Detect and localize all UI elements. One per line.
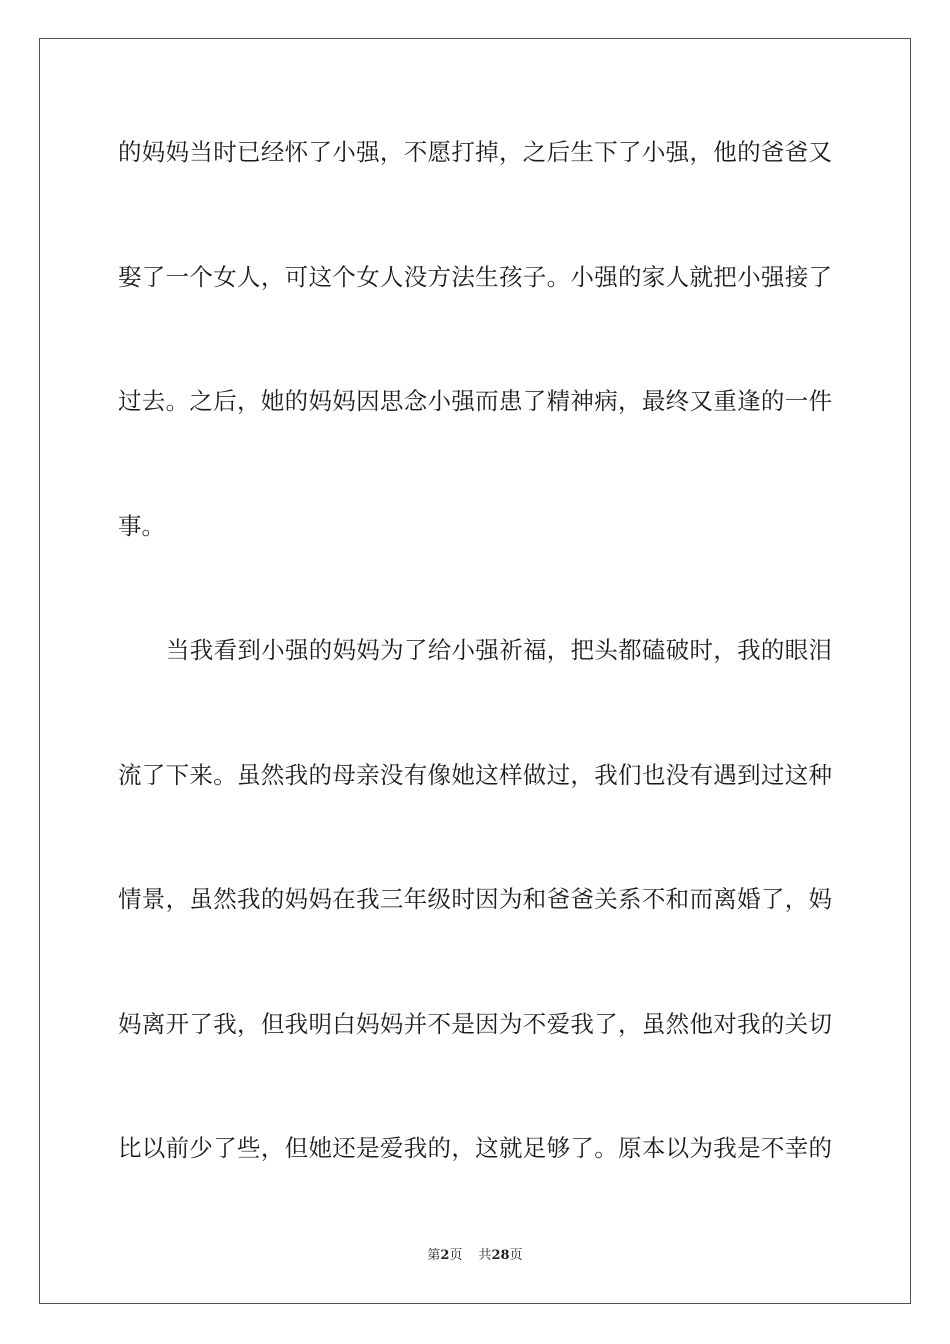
text-line-4: 事。	[118, 512, 165, 540]
text-line-3: 过去。之后，她的妈妈因思念小强而患了精神病，最终又重逢的一件	[118, 387, 832, 415]
text-line-5: 当我看到小强的妈妈为了给小强祈福，把头都磕破时，我的眼泪	[166, 636, 832, 664]
footer-total-prefix: 共	[478, 1248, 492, 1263]
text-line-6: 流了下来。虽然我的母亲没有像她这样做过，我们也没有遇到过这种	[118, 761, 832, 789]
page-footer	[0, 1247, 950, 1265]
footer-page-prefix: 第	[427, 1248, 441, 1263]
page-frame	[39, 38, 911, 1304]
text-line-2: 娶了一个女人，可这个女人没方法生孩子。小强的家人就把小强接了	[118, 263, 832, 291]
footer-total-suffix: 页	[509, 1248, 523, 1263]
footer-page-number: 2	[440, 1248, 450, 1263]
footer-page-suffix: 页	[449, 1248, 463, 1263]
text-line-9: 比以前少了些，但她还是爱我的，这就足够了。原本以为我是不幸的	[118, 1134, 832, 1162]
text-line-1: 的妈妈当时已经怀了小强，不愿打掉，之后生下了小强，他的爸爸又	[118, 138, 832, 166]
text-line-7: 情景，虽然我的妈妈在我三年级时因为和爸爸关系不和而离婚了，妈	[118, 885, 832, 913]
text-line-8: 妈离开了我，但我明白妈妈并不是因为不爱我了，虽然他对我的关切	[118, 1010, 832, 1038]
footer-total-pages: 28	[491, 1248, 510, 1263]
